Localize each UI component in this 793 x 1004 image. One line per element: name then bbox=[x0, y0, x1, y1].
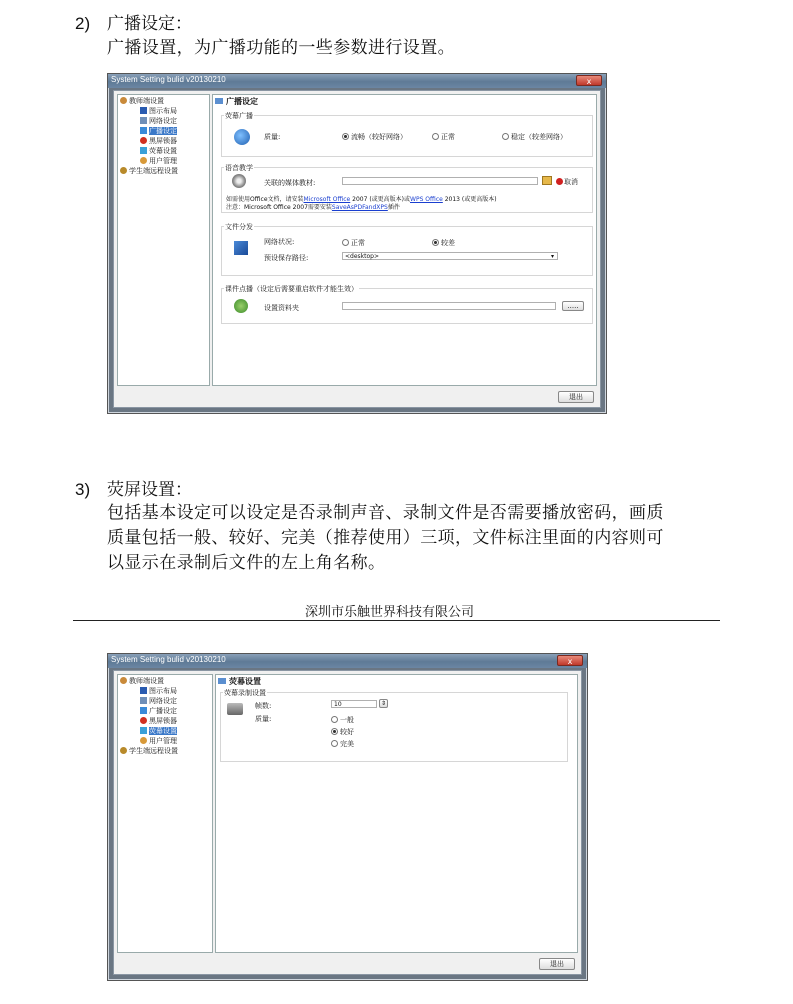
folder-input[interactable] bbox=[342, 302, 556, 310]
group-label: 语音教学 bbox=[225, 164, 253, 172]
radio-icon bbox=[342, 133, 349, 140]
cancel-icon bbox=[556, 178, 563, 185]
media-input[interactable] bbox=[342, 177, 538, 185]
group-label: 课件点播（设定后需要重启软件才能生效） bbox=[225, 285, 358, 293]
network-option-normal[interactable]: 正常 bbox=[342, 238, 365, 248]
lock-icon bbox=[140, 137, 147, 144]
section3-number: 3) bbox=[75, 480, 91, 499]
wps-office-link[interactable]: WPS Office bbox=[410, 196, 443, 203]
radio-icon bbox=[432, 239, 439, 246]
quality-option-normal[interactable]: 正常 bbox=[432, 132, 455, 142]
exit-button[interactable]: 退出 bbox=[539, 958, 575, 970]
tree-item-blackscreen[interactable]: 黑屏锁器 bbox=[140, 717, 177, 726]
lock-icon bbox=[140, 717, 147, 724]
tree-root-teacher[interactable]: 教师端设置 bbox=[120, 97, 164, 106]
chevron-down-icon: ▾ bbox=[550, 253, 554, 260]
ms-office-link[interactable]: Microsoft Office bbox=[303, 196, 351, 203]
browse-button[interactable]: ..... bbox=[562, 301, 584, 311]
globe-icon bbox=[234, 129, 250, 145]
close-button[interactable]: x bbox=[576, 75, 602, 86]
fps-label: 帧数: bbox=[255, 702, 272, 710]
pdf-plugin-link[interactable]: SaveAsPDFandXPS bbox=[331, 204, 388, 211]
settings-tree bbox=[117, 94, 210, 386]
settings-tree bbox=[117, 674, 213, 953]
teacher-icon bbox=[120, 677, 127, 684]
fps-stepper-arrows[interactable]: ⇕ bbox=[380, 700, 387, 707]
layout-icon bbox=[140, 107, 147, 114]
close-button[interactable]: x bbox=[557, 655, 583, 666]
tree-item-layout[interactable]: 图示布局 bbox=[140, 687, 177, 696]
path-select[interactable]: <desktop> ▾ bbox=[342, 252, 558, 260]
section2-number: 2) bbox=[75, 14, 91, 33]
tree-item-network[interactable]: 网络设定 bbox=[140, 117, 177, 126]
radio-icon bbox=[331, 716, 338, 723]
fps-stepper[interactable]: 10 bbox=[331, 700, 377, 708]
section2-heading: 广播设定： bbox=[107, 14, 192, 34]
broadcast-panel bbox=[212, 94, 597, 386]
radio-icon bbox=[331, 728, 338, 735]
tree-item-users[interactable]: 用户管理 bbox=[140, 157, 177, 166]
tree-item-network[interactable]: 网络设定 bbox=[140, 697, 177, 706]
window-client bbox=[113, 670, 582, 975]
footer-rule bbox=[73, 620, 720, 621]
window-titlebar[interactable] bbox=[108, 654, 587, 668]
tree-root-student[interactable]: 学生端远程设置 bbox=[120, 167, 178, 176]
screen-icon bbox=[140, 727, 147, 734]
screen-icon bbox=[140, 147, 147, 154]
footer-company: 深圳市乐触世界科技有限公司 bbox=[305, 605, 475, 620]
panel-title: 广播设定 bbox=[215, 97, 258, 107]
section3-line-3: 以显示在录制后文件的左上角名称。 bbox=[107, 553, 386, 573]
tree-item-users[interactable]: 用户管理 bbox=[140, 737, 177, 746]
window-title: System Setting bulid v20130210 bbox=[111, 655, 226, 664]
radio-icon bbox=[331, 740, 338, 747]
tree-item-broadcast[interactable]: 广播设定 bbox=[140, 707, 177, 716]
tree-item-layout[interactable]: 图示布局 bbox=[140, 107, 177, 116]
network-icon bbox=[140, 697, 147, 704]
quality-option-smooth[interactable]: 流畅（较好网络） bbox=[342, 132, 407, 142]
folder-icon[interactable] bbox=[542, 176, 552, 185]
group-label: 文件分发 bbox=[225, 223, 253, 231]
group-label: 荧幕录制设置 bbox=[224, 689, 266, 697]
quality-label: 质量: bbox=[264, 133, 281, 141]
teaching-group bbox=[221, 164, 593, 213]
window-titlebar[interactable] bbox=[108, 74, 606, 88]
tree-item-screen[interactable]: 荧幕设置 bbox=[140, 727, 177, 736]
radio-icon bbox=[432, 133, 439, 140]
quality-option-perfect[interactable]: 完美 bbox=[331, 739, 354, 749]
broadcast-group bbox=[221, 112, 593, 157]
window-title: System Setting bulid v20130210 bbox=[111, 75, 226, 84]
office-note-1: 如需使用Office文档，请安装Microsoft Office 2007 (或更高版本)或WPS Office 2013 (或更高版本) bbox=[226, 196, 497, 203]
window-client bbox=[113, 90, 601, 408]
network-label: 网络状况: bbox=[264, 238, 295, 246]
section3-line-1: 包括基本设定可以设定是否录制声音、录制文件是否需要播放密码，画质 bbox=[107, 503, 664, 523]
media-label: 关联的媒体教材: bbox=[264, 179, 316, 187]
quality-option-normal[interactable]: 一般 bbox=[331, 715, 354, 725]
teacher-icon bbox=[120, 97, 127, 104]
tree-root-student[interactable]: 学生端远程设置 bbox=[120, 747, 178, 756]
tree-item-blackscreen[interactable]: 黑屏锁器 bbox=[140, 137, 177, 146]
quality-option-stable[interactable]: 稳定（较差网络） bbox=[502, 132, 567, 142]
broadcast-settings-window bbox=[107, 73, 607, 414]
quality-option-good[interactable]: 较好 bbox=[331, 727, 354, 737]
broadcast-icon bbox=[140, 127, 147, 134]
screen-panel bbox=[215, 674, 578, 953]
file-distribution-group bbox=[221, 223, 593, 276]
broadcast-icon bbox=[215, 98, 223, 104]
tree-item-broadcast[interactable]: 广播设定 bbox=[140, 127, 177, 136]
cancel-link[interactable]: 取消 bbox=[556, 177, 578, 187]
group-label: 荧幕广播 bbox=[225, 112, 253, 120]
radio-icon bbox=[502, 133, 509, 140]
tree-item-screen[interactable]: 荧幕设置 bbox=[140, 147, 177, 156]
office-note-2: 注意：Microsoft Office 2007需要安装SaveAsPDFandXPS插件 bbox=[226, 204, 400, 211]
exit-button[interactable]: 退出 bbox=[558, 391, 594, 403]
panel-title: 荧幕设置 bbox=[218, 677, 261, 687]
radio-icon bbox=[342, 239, 349, 246]
tree-root-teacher[interactable]: 教师端设置 bbox=[120, 677, 164, 686]
screen-icon bbox=[218, 678, 226, 684]
network-icon bbox=[140, 117, 147, 124]
section3-heading: 荧屏设置： bbox=[107, 480, 192, 500]
courseware-icon bbox=[234, 299, 248, 313]
student-icon bbox=[120, 167, 127, 174]
camera-icon bbox=[227, 703, 243, 715]
path-label: 预设保存路径: bbox=[264, 254, 309, 262]
quality-label: 质量: bbox=[255, 715, 272, 723]
user-icon bbox=[140, 737, 147, 744]
section2-paragraph: 广播设置，为广播功能的一些参数进行设置。 bbox=[107, 38, 455, 58]
file-share-icon bbox=[234, 241, 248, 255]
user-icon bbox=[140, 157, 147, 164]
layout-icon bbox=[140, 687, 147, 694]
courseware-group bbox=[221, 285, 593, 324]
broadcast-icon bbox=[140, 707, 147, 714]
record-group bbox=[220, 689, 568, 762]
student-icon bbox=[120, 747, 127, 754]
network-option-poor[interactable]: 较差 bbox=[432, 238, 455, 248]
screen-settings-window bbox=[107, 653, 588, 981]
speaker-icon bbox=[232, 174, 246, 188]
section3-line-2: 质量包括一般、较好、完美（推荐使用）三项，文件标注里面的内容则可 bbox=[107, 528, 664, 548]
folder-label: 设置资料夹 bbox=[264, 304, 299, 312]
